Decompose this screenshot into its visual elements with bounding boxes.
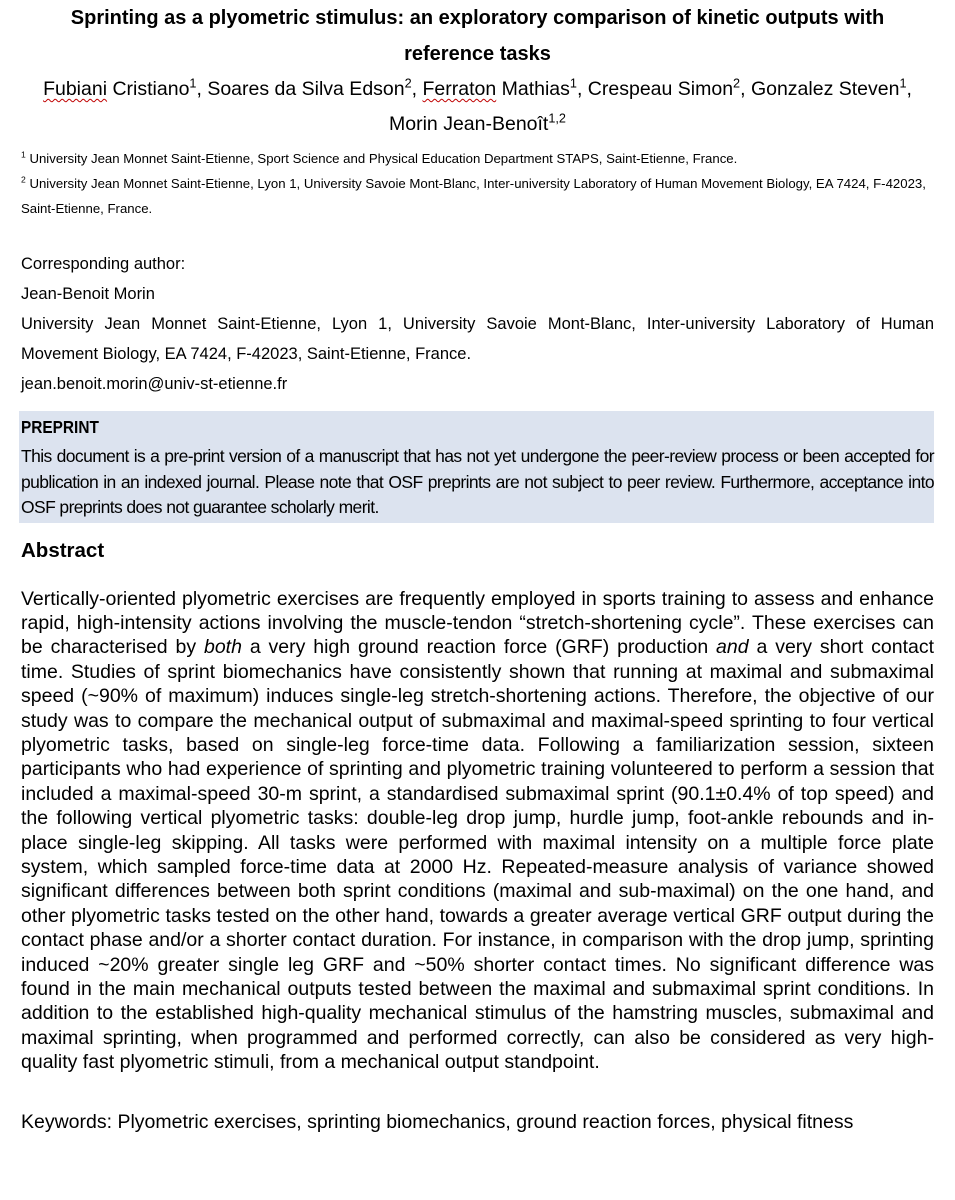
affiliations [21, 146, 934, 221]
title-line-2: reference tasks [404, 43, 551, 65]
preprint-text: This document is a pre-print version of a manuscript that has not yet undergone the peer-review process or been accepted for publication in an indexed journal. Please note that OSF preprints are not subject to peer review. Furthermore, acceptance into OSF preprints does not guarantee scholarly merit. [21, 446, 934, 517]
author: Ferraton Mathias$^1$ [422, 76, 577, 100]
paper-page [21, 0, 934, 1135]
keywords: Keywords: Plyometric exercises, sprinting biomechanics, ground reaction forces, physical fitness [21, 1110, 854, 1133]
paper-title [21, 0, 934, 72]
corresponding-email[interactable]: jean.benoit.morin@univ-st-etienne.fr [21, 375, 288, 393]
abstract-heading: Abstract [21, 538, 105, 562]
author: Crespeau Simon$^2$ [587, 76, 741, 100]
author-list: Fubiani Cristiano$^1$, Soares da Silva Edson$^2$, Ferraton Mathias$^1$, Crespeau Simon$^2$, Gonzalez Steven$^1$, Morin Jean-Benoît$^{1,2}$ [43, 76, 912, 135]
affiliation-1: $^1$ University Jean Monnet Saint-Etienne, Sport Science and Physical Education Department STAPS, Saint-Etienne, France. [21, 149, 738, 166]
preprint-heading: PREPRINT [21, 417, 99, 437]
corresponding-name: Jean-Benoit Morin [21, 285, 155, 303]
author: Fubiani Cristiano$^1$ [43, 76, 197, 100]
corresponding-label: Corresponding author: [21, 255, 186, 273]
title-line-1: Sprinting as a plyometric stimulus: an exploratory comparison of kinetic outputs with [70, 7, 885, 29]
corresponding-author [21, 249, 934, 399]
affiliation-2: $^2$ University Jean Monnet Saint-Etienne, Lyon 1, University Savoie Mont-Blanc, Inter-university Laboratory of Human Movement Biology, EA 7424, F-42023, Saint-Etienne, France. [21, 174, 926, 216]
corresponding-address: University Jean Monnet Saint-Etienne, Lyon 1, University Savoie Mont-Blanc, Inter-university Laboratory of Human Movement Biology, EA 7424, F-42023, Saint-Etienne, France. [21, 315, 934, 363]
author: Soares da Silva Edson$^2$ [207, 76, 412, 100]
abstract-text: Vertically-oriented plyometric exercises are frequently employed in sports training to assess and enhance rapid, high-intensity actions involving the muscle-tendon “stretch-shortening cycle”. These exercises can be characterised by both a very high ground reaction force (GRF) production and a very short contact time. Studies of sprint biomechanics have consistently shown that running at maximal and submaximal speed (~90% of maximum) induces single-leg stretch-shortening actions. Therefore, the objective of our study was to compare the mechanical output of submaximal and maximal-speed sprinting to four vertical plyometric tasks, based on single-leg force-time data. Following a familiarization session, sixteen participants who had experience of sprinting and plyometric training volunteered to perform a session that included a maximal-speed 30-m sprint, a standardised submaximal sprint (90.1±0.4% of top speed) and the following vertical plyometric tasks: double-leg drop jump, hurdle jump, foot-ankle rebounds and in-place single-leg skipping. All tasks were performed with maximal intensity on a multiple force plate system, which sampled force-time data at 2000 Hz. Repeated-measure analysis of variance showed significant differences between both sprint conditions (maximal and sub-maximal) on the one hand, and other plyometric tasks tested on the other hand, towards a greater average vertical GRF output during the contact phase and/or a shorter contact duration. For instance, in comparison with the drop jump, sprinting induced ~20% greater single leg GRF and ~50% shorter contact times. No significant difference was found in the main mechanical outputs tested between the maximal and submaximal sprint conditions. In addition to the established high-quality mechanical stimulus of the hamstring muscles, submaximal and maximal sprinting, when programmed and performed correctly, can also be considered as very high-quality fast plyometric stimuli, from a mechanical output standpoint. [21, 587, 935, 1074]
preprint-notice [19, 411, 934, 523]
author: Gonzalez Steven$^1$ [750, 76, 907, 100]
author: Morin Jean-Benoît$^{1,2}$ [389, 111, 566, 135]
